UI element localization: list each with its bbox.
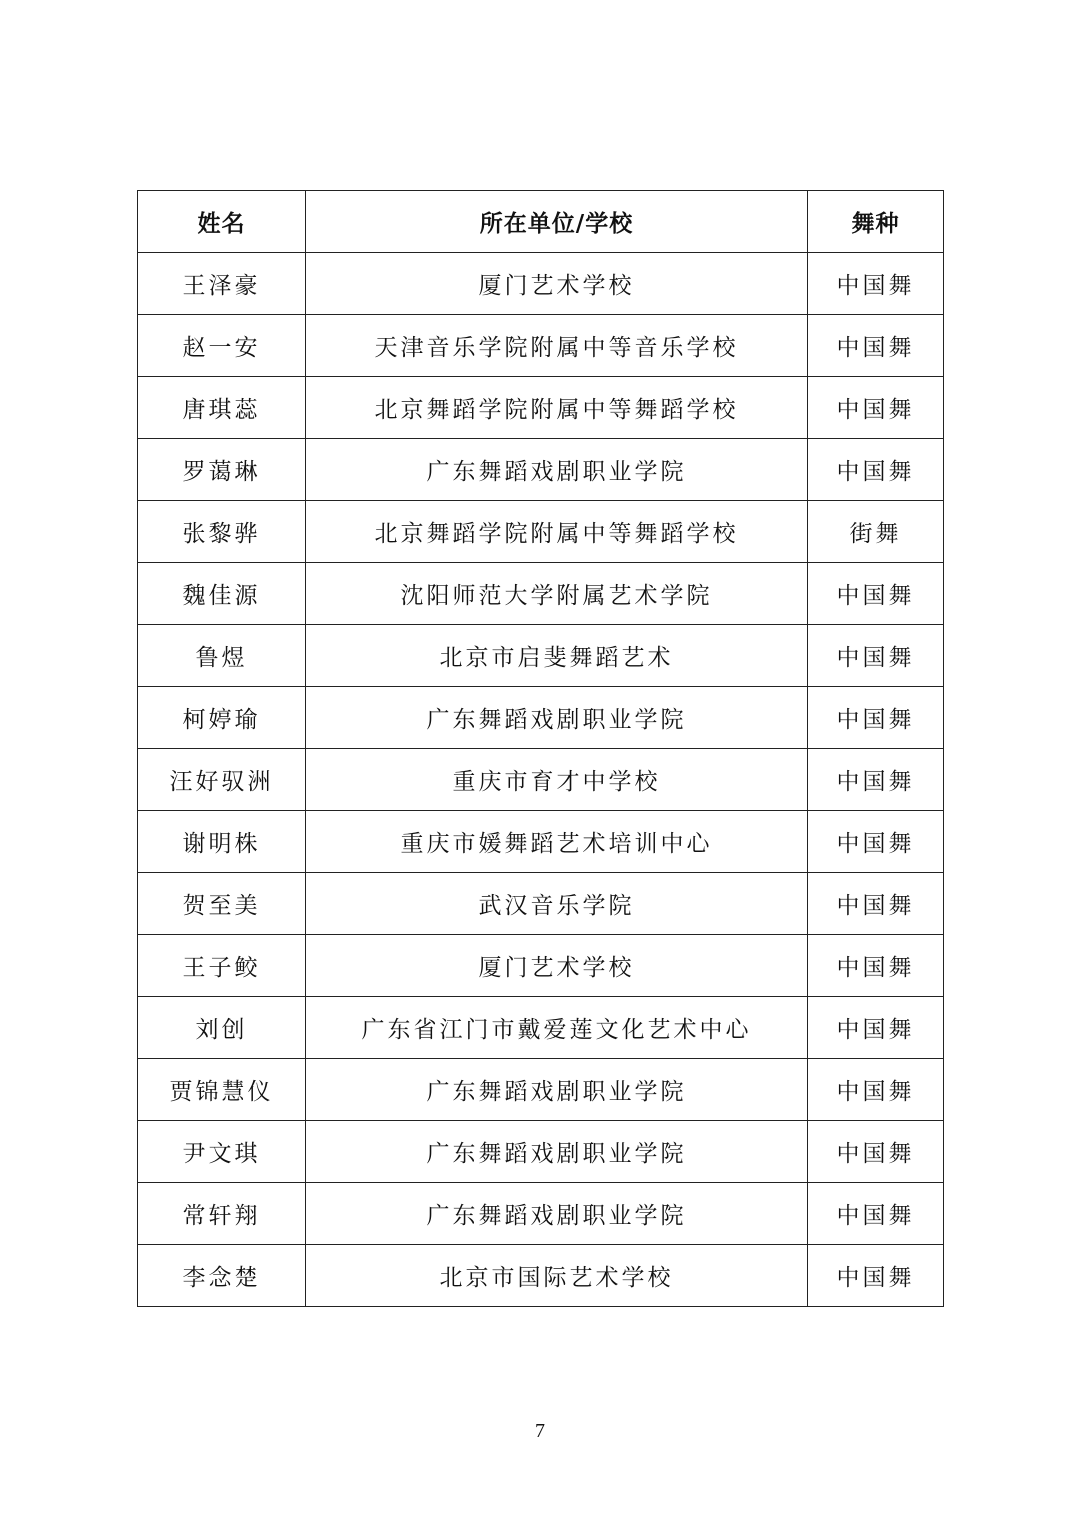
cell-name: 赵一安	[138, 315, 306, 377]
cell-dance-type: 中国舞	[808, 1183, 944, 1245]
cell-dance-type: 中国舞	[808, 997, 944, 1059]
cell-name: 汪好驭洲	[138, 749, 306, 811]
cell-name: 柯婷瑜	[138, 687, 306, 749]
table-row	[138, 625, 944, 687]
table-row	[138, 501, 944, 563]
table-body	[138, 253, 944, 1307]
cell-dance-type: 中国舞	[808, 1059, 944, 1121]
table-row	[138, 873, 944, 935]
cell-name: 王子鲛	[138, 935, 306, 997]
table-header	[138, 191, 944, 253]
cell-name: 刘创	[138, 997, 306, 1059]
cell-unit: 厦门艺术学校	[306, 253, 808, 315]
cell-name: 贺至美	[138, 873, 306, 935]
table-row	[138, 315, 944, 377]
cell-dance-type: 中国舞	[808, 377, 944, 439]
table-row	[138, 687, 944, 749]
cell-name: 王泽豪	[138, 253, 306, 315]
cell-dance-type: 中国舞	[808, 811, 944, 873]
header-row	[138, 191, 944, 253]
cell-unit: 广东舞蹈戏剧职业学院	[306, 1183, 808, 1245]
cell-unit: 广东舞蹈戏剧职业学院	[306, 1059, 808, 1121]
table-row	[138, 1121, 944, 1183]
cell-unit: 重庆市媛舞蹈艺术培训中心	[306, 811, 808, 873]
cell-unit: 沈阳师范大学附属艺术学院	[306, 563, 808, 625]
cell-unit: 重庆市育才中学校	[306, 749, 808, 811]
table-row	[138, 439, 944, 501]
cell-name: 唐琪蕊	[138, 377, 306, 439]
cell-unit: 北京市启斐舞蹈艺术	[306, 625, 808, 687]
table-row	[138, 1059, 944, 1121]
page-number: 7	[535, 1420, 545, 1442]
cell-name: 尹文琪	[138, 1121, 306, 1183]
table-row	[138, 1245, 944, 1307]
cell-unit: 北京舞蹈学院附属中等舞蹈学校	[306, 501, 808, 563]
header-dance-type: 舞种	[808, 191, 944, 253]
cell-unit: 广东省江门市戴爱莲文化艺术中心	[306, 997, 808, 1059]
cell-unit: 厦门艺术学校	[306, 935, 808, 997]
cell-dance-type: 中国舞	[808, 439, 944, 501]
table-row	[138, 377, 944, 439]
cell-dance-type: 中国舞	[808, 1245, 944, 1307]
cell-name: 李念楚	[138, 1245, 306, 1307]
header-name: 姓名	[138, 191, 306, 253]
cell-dance-type: 街舞	[808, 501, 944, 563]
table-row	[138, 1183, 944, 1245]
cell-dance-type: 中国舞	[808, 315, 944, 377]
cell-dance-type: 中国舞	[808, 935, 944, 997]
cell-name: 鲁煜	[138, 625, 306, 687]
cell-unit: 北京市国际艺术学校	[306, 1245, 808, 1307]
cell-name: 张黎骅	[138, 501, 306, 563]
cell-unit: 广东舞蹈戏剧职业学院	[306, 1121, 808, 1183]
cell-unit: 广东舞蹈戏剧职业学院	[306, 439, 808, 501]
table-row	[138, 749, 944, 811]
cell-dance-type: 中国舞	[808, 625, 944, 687]
header-unit: 所在单位/学校	[306, 191, 808, 253]
table-row	[138, 253, 944, 315]
cell-dance-type: 中国舞	[808, 687, 944, 749]
cell-name: 魏佳源	[138, 563, 306, 625]
cell-name: 谢明株	[138, 811, 306, 873]
cell-unit: 北京舞蹈学院附属中等舞蹈学校	[306, 377, 808, 439]
cell-name: 贾锦慧仪	[138, 1059, 306, 1121]
cell-unit: 武汉音乐学院	[306, 873, 808, 935]
table-row	[138, 563, 944, 625]
cell-dance-type: 中国舞	[808, 1121, 944, 1183]
table-row	[138, 997, 944, 1059]
cell-unit: 天津音乐学院附属中等音乐学校	[306, 315, 808, 377]
table-row	[138, 935, 944, 997]
cell-unit: 广东舞蹈戏剧职业学院	[306, 687, 808, 749]
cell-dance-type: 中国舞	[808, 563, 944, 625]
cell-dance-type: 中国舞	[808, 749, 944, 811]
cell-name: 罗蔼琳	[138, 439, 306, 501]
cell-dance-type: 中国舞	[808, 253, 944, 315]
cell-dance-type: 中国舞	[808, 873, 944, 935]
participant-table	[137, 190, 944, 1307]
table-row	[138, 811, 944, 873]
cell-name: 常轩翔	[138, 1183, 306, 1245]
